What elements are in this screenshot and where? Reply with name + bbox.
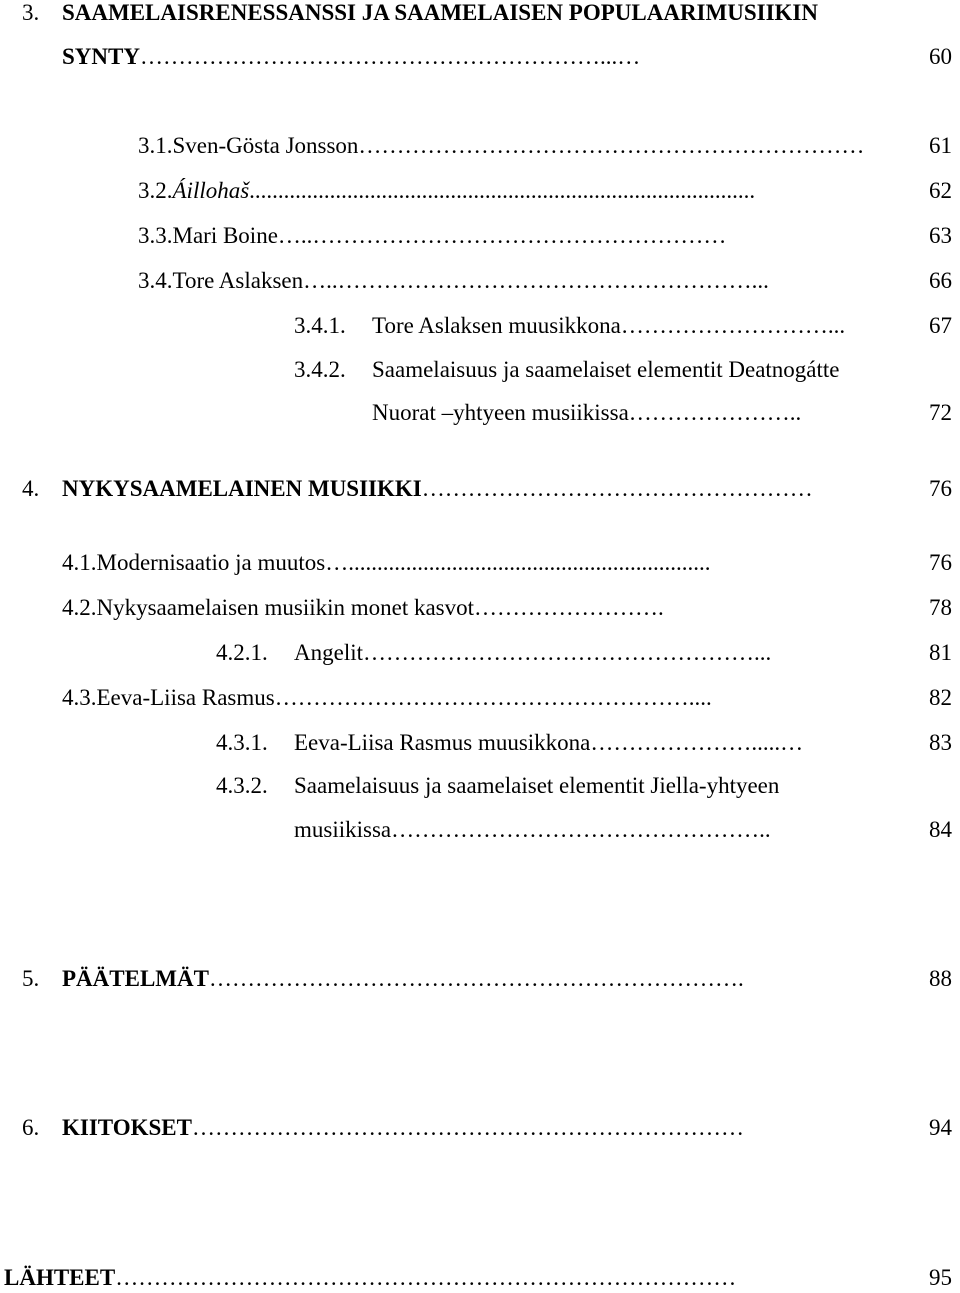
toc-leader: ……………………………………………………………. (208, 966, 744, 991)
toc-entry-4-3 (62, 683, 952, 713)
toc-title: NYKYSAAMELAINEN MUSIIKKI (62, 476, 422, 501)
toc-title: Tore Aslaksen muusikkona (372, 313, 621, 338)
toc-page-number: 82 (929, 685, 952, 710)
toc-entry-4-3-1 (216, 728, 952, 758)
toc-entry-3-2 (138, 176, 952, 206)
toc-title: Saamelaisuus ja saamelaiset elementit Deatnogátte (372, 357, 840, 382)
toc-title: Eeva-Liisa Rasmus muusikkona (294, 730, 591, 755)
toc-page-number: 76 (929, 550, 952, 575)
toc-number: 5. (22, 966, 40, 991)
toc-number: 4.2. (62, 595, 97, 620)
toc-number: 4.3. (62, 685, 97, 710)
toc-leader: ……………………………………………………………… (191, 1115, 744, 1140)
toc-title: Modernisaatio ja muutos (96, 550, 326, 575)
toc-leader: ……………………. (474, 595, 664, 620)
toc-page-number: 60 (929, 44, 952, 69)
toc-number: 4. (22, 476, 40, 501)
toc-page-number: 67 (929, 313, 952, 338)
toc-number: 3.1. (138, 133, 173, 158)
toc-number: 3.2. (138, 178, 173, 203)
toc-leader: ……………………………………………………...… (139, 44, 641, 69)
toc-leader: …..……………………………………………… (277, 223, 727, 248)
toc-leader: ………………….. (628, 400, 802, 425)
toc-leader: …………………………………………… (421, 476, 813, 501)
toc-page-number: 95 (929, 1265, 952, 1290)
toc-title: Saamelaisuus ja saamelaiset elementit Jiella-yhtyeen (294, 773, 780, 798)
toc-page-number: 76 (929, 476, 952, 501)
toc-leader: ……………………………………………………………………… (115, 1265, 737, 1290)
toc-leader: ……………………………………………... (363, 640, 772, 665)
toc-title: SAAMELAISRENESSANSSI JA SAAMELAISEN POPULAARIMUSIIKIN (62, 0, 818, 25)
toc-entry-3-4 (138, 266, 952, 296)
toc-title: Tore Aslaksen (172, 268, 304, 293)
toc-entry-4 (22, 474, 952, 504)
toc-title: Áillohaš (172, 178, 250, 203)
toc-page-number: 78 (929, 595, 952, 620)
toc-leader: ………………………………………………………… (358, 133, 865, 158)
toc-number: 4.1. (62, 550, 97, 575)
toc-entry-4-3-2 (294, 815, 952, 845)
toc-title: Nykysaamelaisen musiikin monet kasvot (96, 595, 475, 620)
toc-number: 4.3.1. (216, 730, 268, 755)
toc-page-number: 66 (929, 268, 952, 293)
toc-title: musiikissa (294, 817, 392, 842)
toc-page-number: 61 (929, 133, 952, 158)
toc-page-number: 72 (929, 400, 952, 425)
toc-number: 3.4. (138, 268, 173, 293)
toc-page-number: 94 (929, 1115, 952, 1140)
toc-leader: ........................................................................................ (249, 178, 756, 203)
toc-entry-5 (22, 964, 952, 994)
toc-leader: ………………………... (620, 313, 846, 338)
toc-entry-3-line1 (22, 0, 818, 28)
toc-number: 3.4.2. (294, 357, 346, 382)
toc-entry-3-4-2 (372, 398, 952, 428)
toc-entry-3-4-1 (294, 311, 952, 341)
toc-leader: …............................................................... (325, 550, 711, 575)
toc-leader: ………………………………………….. (391, 817, 771, 842)
toc-title: PÄÄTELMÄT (62, 966, 209, 991)
toc-title: SYNTY (62, 44, 140, 69)
toc-number: 6. (22, 1115, 40, 1140)
toc-title: Sven-Gösta Jonsson (172, 133, 359, 158)
toc-page-number: 83 (929, 730, 952, 755)
toc-entry-4-3-2-line1 (216, 771, 779, 801)
toc-title: Nuorat –yhtyeen musiikissa (372, 400, 629, 425)
toc-number: 4.2.1. (216, 640, 268, 665)
toc-title: Mari Boine (172, 223, 278, 248)
toc-leader: ……………………………………………….... (274, 685, 712, 710)
toc-entry-6 (22, 1113, 952, 1143)
toc-title: KIITOKSET (62, 1115, 192, 1140)
toc-entry-references (4, 1263, 952, 1293)
toc-page-number: 88 (929, 966, 952, 991)
toc-entry-3-1 (138, 131, 952, 161)
toc-entry-4-2-1 (216, 638, 952, 668)
toc-number: 3.3. (138, 223, 173, 248)
toc-entry-3 (62, 42, 952, 72)
toc-entry-4-2 (62, 593, 952, 623)
toc-page-number: 63 (929, 223, 952, 248)
toc-title: Eeva-Liisa Rasmus (96, 685, 275, 710)
toc-entry-4-1 (62, 548, 952, 578)
toc-page-number: 62 (929, 178, 952, 203)
toc-leader: ………………….....… (590, 730, 804, 755)
toc-title: Angelit (294, 640, 363, 665)
toc-page-number: 84 (929, 817, 952, 842)
toc-leader: …..………………………………………………... (303, 268, 769, 293)
toc-title: LÄHTEET (4, 1265, 116, 1290)
toc-number: 4.3.2. (216, 773, 268, 798)
toc-entry-3-4-2-line1 (294, 355, 840, 385)
toc-entry-3-3 (138, 221, 952, 251)
toc-page-number: 81 (929, 640, 952, 665)
toc-number: 3. (22, 0, 40, 25)
toc-number: 3.4.1. (294, 313, 346, 338)
